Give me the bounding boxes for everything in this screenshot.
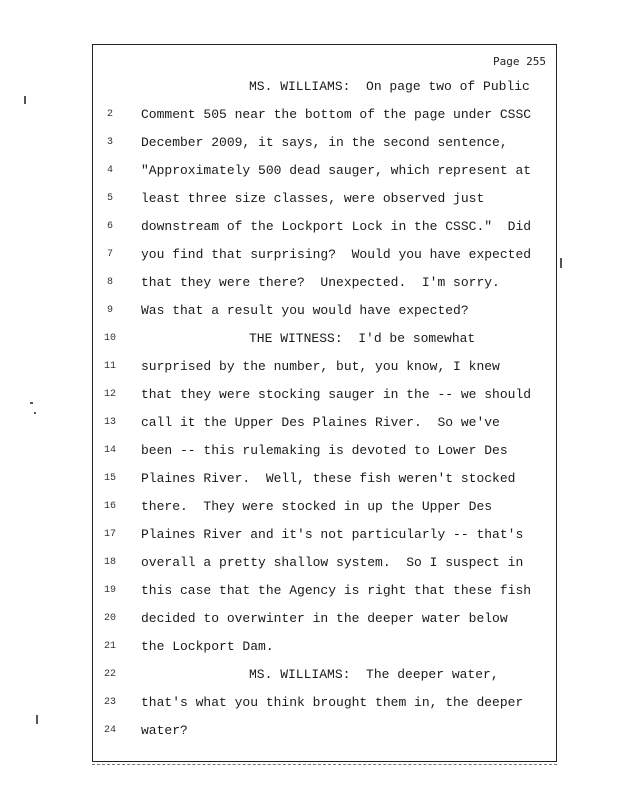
line-number: 22 bbox=[103, 669, 116, 680]
transcript-line bbox=[93, 639, 556, 661]
transcript-line bbox=[93, 499, 556, 521]
transcript-line bbox=[93, 695, 556, 717]
line-number: 2 bbox=[106, 109, 113, 120]
line-number: 17 bbox=[103, 529, 116, 540]
line-number: 11 bbox=[103, 361, 116, 372]
line-text: water? bbox=[141, 723, 188, 738]
transcript-line bbox=[93, 275, 556, 297]
line-text: MS. WILLIAMS: The deeper water, bbox=[249, 667, 499, 682]
transcript-line bbox=[93, 331, 556, 353]
line-number: 5 bbox=[106, 193, 113, 204]
line-number: 8 bbox=[106, 277, 113, 288]
transcript-line bbox=[93, 583, 556, 605]
transcript-line bbox=[93, 555, 556, 577]
line-number: 20 bbox=[103, 613, 116, 624]
transcript-line bbox=[93, 135, 556, 157]
scan-speck bbox=[24, 96, 26, 104]
line-text: been -- this rulemaking is devoted to Lower Des bbox=[141, 443, 508, 458]
line-text: that they were stocking sauger in the -- we should bbox=[141, 387, 532, 402]
line-text: this case that the Agency is right that these fish bbox=[141, 583, 532, 598]
transcript-line bbox=[93, 667, 556, 689]
bottom-rule bbox=[92, 764, 557, 765]
line-number: 15 bbox=[103, 473, 116, 484]
line-text: you find that surprising? Would you have expected bbox=[141, 247, 532, 262]
scan-speck bbox=[36, 715, 38, 724]
line-text: Comment 505 near the bottom of the page under CSSC bbox=[141, 107, 532, 122]
line-number: 12 bbox=[103, 389, 116, 400]
transcript-line bbox=[93, 107, 556, 129]
line-number: 6 bbox=[106, 221, 113, 232]
scan-speck bbox=[30, 402, 33, 404]
transcript-line bbox=[93, 471, 556, 493]
line-text: downstream of the Lockport Lock in the CSSC." Did bbox=[141, 219, 532, 234]
line-text: least three size classes, were observed just bbox=[141, 191, 485, 206]
transcript-line bbox=[93, 79, 556, 101]
transcript-line bbox=[93, 723, 556, 745]
line-number: 14 bbox=[103, 445, 116, 456]
line-text: that they were there? Unexpected. I'm sorry. bbox=[141, 275, 500, 290]
transcript-page bbox=[92, 44, 557, 762]
line-text: there. They were stocked in up the Upper Des bbox=[141, 499, 493, 514]
transcript-line bbox=[93, 247, 556, 269]
line-text: that's what you think brought them in, the deeper bbox=[141, 695, 524, 710]
transcript-line bbox=[93, 443, 556, 465]
line-text: overall a pretty shallow system. So I suspect in bbox=[141, 555, 524, 570]
transcript-line bbox=[93, 387, 556, 409]
transcript-line bbox=[93, 163, 556, 185]
line-number: 13 bbox=[103, 417, 116, 428]
line-number: 19 bbox=[103, 585, 116, 596]
line-number: 3 bbox=[106, 137, 113, 148]
transcript-line bbox=[93, 303, 556, 325]
line-text: December 2009, it says, in the second sentence, bbox=[141, 135, 508, 150]
line-number: 7 bbox=[106, 249, 113, 260]
line-number: 16 bbox=[103, 501, 116, 512]
transcript-line bbox=[93, 611, 556, 633]
transcript-line bbox=[93, 191, 556, 213]
transcript-line bbox=[93, 415, 556, 437]
line-text: "Approximately 500 dead sauger, which represent at bbox=[141, 163, 532, 178]
line-text: decided to overwinter in the deeper water below bbox=[141, 611, 508, 626]
line-number: 24 bbox=[103, 725, 116, 736]
scan-speck bbox=[560, 258, 562, 268]
line-number: 21 bbox=[103, 641, 116, 652]
line-text: Plaines River. Well, these fish weren't stocked bbox=[141, 471, 516, 486]
transcript-line bbox=[93, 527, 556, 549]
line-text: Was that a result you would have expected? bbox=[141, 303, 469, 318]
line-text: surprised by the number, but, you know, I knew bbox=[141, 359, 500, 374]
line-text: THE WITNESS: I'd be somewhat bbox=[249, 331, 476, 346]
line-number: 10 bbox=[103, 333, 116, 344]
line-number: 23 bbox=[103, 697, 116, 708]
line-text: call it the Upper Des Plaines River. So we've bbox=[141, 415, 500, 430]
line-text: Plaines River and it's not particularly -- that's bbox=[141, 527, 524, 542]
scan-speck bbox=[34, 412, 36, 414]
line-text: the Lockport Dam. bbox=[141, 639, 274, 654]
transcript-line bbox=[93, 219, 556, 241]
line-number: 18 bbox=[103, 557, 116, 568]
line-number: 9 bbox=[106, 305, 113, 316]
line-number: 4 bbox=[106, 165, 113, 176]
line-text: MS. WILLIAMS: On page two of Public bbox=[249, 79, 530, 94]
page-number: Page 255 bbox=[493, 55, 546, 68]
transcript-line bbox=[93, 359, 556, 381]
